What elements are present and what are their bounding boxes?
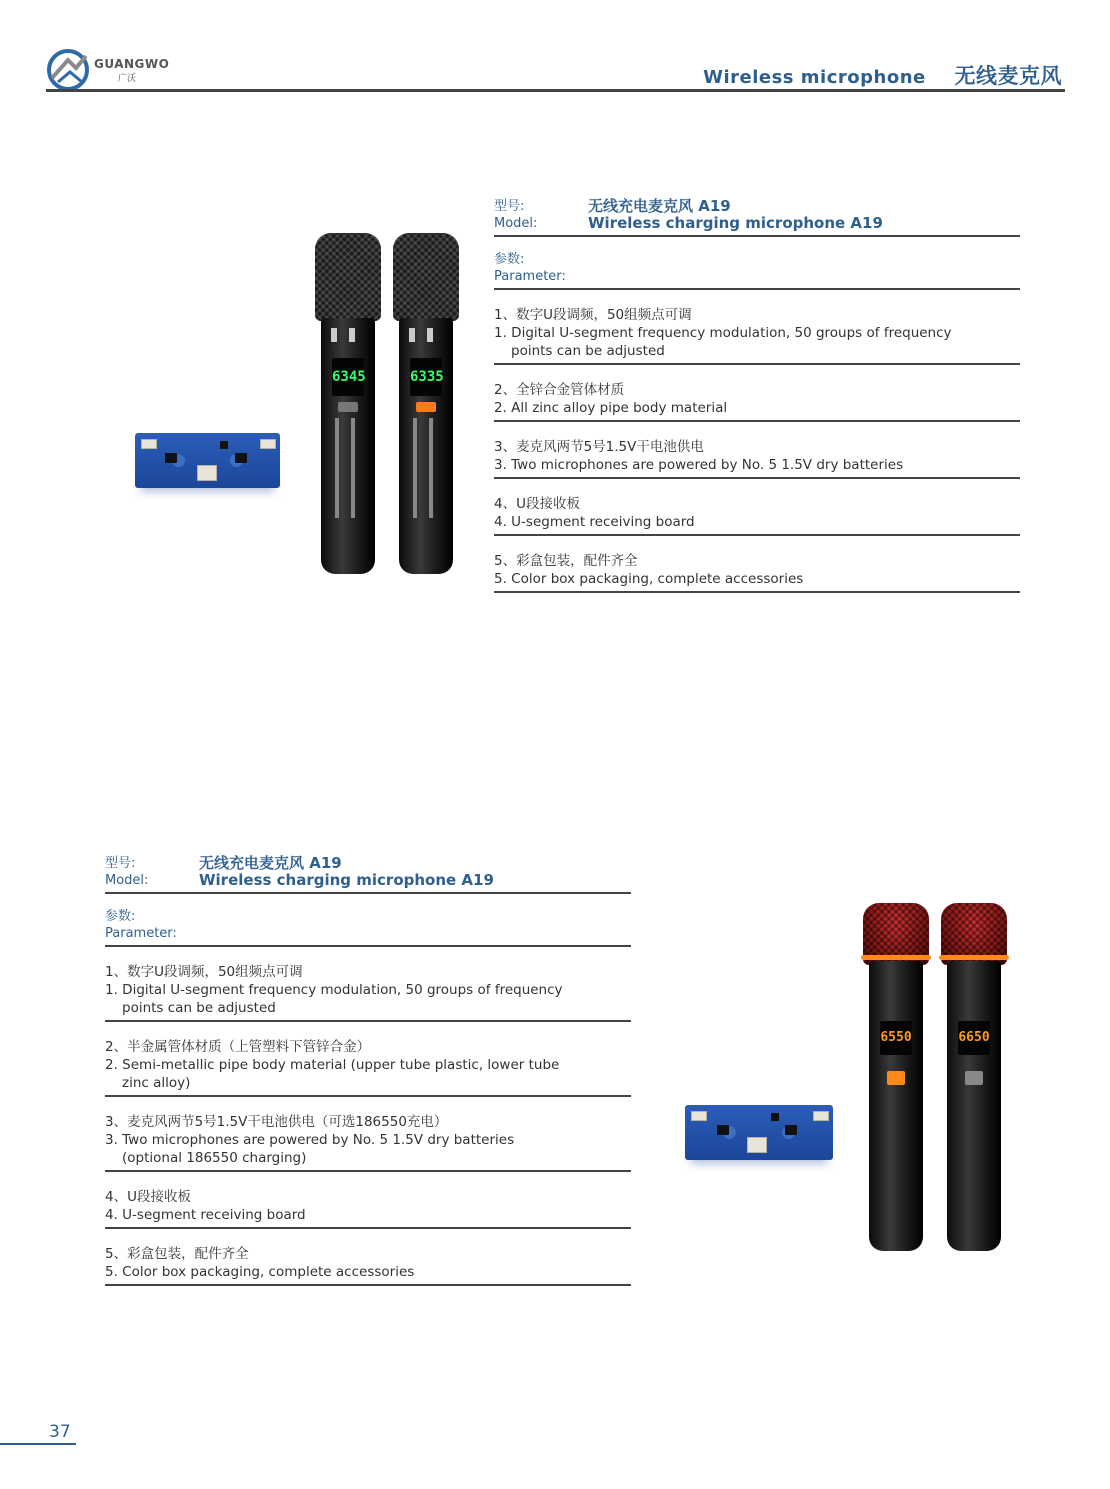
spec-item-cn: 2、半金属管体材质（上管塑料下管锌合金） (105, 1039, 371, 1055)
page-number-underline (0, 1443, 76, 1445)
accent-ring (861, 955, 931, 960)
spec-item-cn: 1、数字U段调频，50组频点可调 (494, 307, 692, 323)
model-name-cn: 无线充电麦克风 A19 (588, 197, 731, 215)
divider (494, 591, 1020, 593)
parameter-label-en: Parameter: (494, 269, 566, 284)
divider (105, 1284, 631, 1286)
model-label-en: Model: (105, 873, 149, 888)
spec-item-cn: 4、U段接收板 (494, 496, 580, 512)
product-spec-2 (105, 855, 631, 1286)
brand-logo (46, 48, 196, 92)
mic-display-4: 6650 (958, 1021, 990, 1055)
receiver-board (685, 1105, 833, 1160)
spec-item-cn: 5、彩盒包装，配件齐全 (494, 553, 638, 569)
spec-item-en: 4. U-segment receiving board (494, 514, 695, 530)
mic-body-4 (947, 961, 1001, 1251)
spec-item-3 (105, 1113, 631, 1167)
parameter-label (494, 251, 1020, 285)
product-image-2 (665, 893, 1010, 1298)
spec-item-en: 2. Semi-metallic pipe body material (upper tube plastic, lower tube (105, 1057, 560, 1073)
page-number: 37 (49, 1422, 71, 1442)
spec-item-en: 1. Digital U-segment frequency modulation, 50 groups of frequency (494, 325, 952, 341)
divider (105, 1020, 631, 1022)
divider (105, 1227, 631, 1229)
model-label-cn: 型号: (105, 856, 136, 871)
spec-item-en: 3. Two microphones are powered by No. 5 1.5V dry batteries (494, 457, 904, 473)
spec-item-en: 2. All zinc alloy pipe body material (494, 400, 728, 416)
parameter-label-en: Parameter: (105, 926, 177, 941)
accent-ring (939, 955, 1009, 960)
model-label-en: Model: (494, 216, 538, 231)
mic-body-2 (399, 318, 453, 574)
page-title-en: Wireless microphone (703, 67, 926, 88)
model-name-en: Wireless charging microphone A19 (588, 214, 883, 232)
divider (105, 1170, 631, 1172)
spec-item-5 (494, 552, 1020, 588)
page-title-cn: 无线麦克风 (954, 64, 1062, 88)
divider (494, 477, 1020, 479)
spec-item-en: 3. Two microphones are powered by No. 5 1.5V dry batteries (105, 1132, 515, 1148)
mic-body-3 (869, 961, 923, 1251)
mic-body-1 (321, 318, 375, 574)
spec-item-en: 1. Digital U-segment frequency modulation, 50 groups of frequency (105, 982, 563, 998)
brand-name-cn: 广沃 (118, 74, 137, 84)
spec-item-2 (494, 381, 1020, 417)
spec-item-4 (494, 495, 1020, 531)
spec-item-cn: 4、U段接收板 (105, 1189, 191, 1205)
spec-item-cn: 1、数字U段调频，50组频点可调 (105, 964, 303, 980)
product-image-1 (130, 228, 475, 623)
divider (105, 892, 631, 894)
model-name-cn: 无线充电麦克风 A19 (199, 854, 342, 872)
mic-grill-2 (393, 233, 459, 321)
spec-item-cn: 5、彩盒包装，配件齐全 (105, 1246, 249, 1262)
model-name-en: Wireless charging microphone A19 (199, 871, 494, 889)
spec-item-2 (105, 1038, 631, 1092)
spec-item-en-cont: (optional 186550 charging) (122, 1150, 307, 1166)
parameter-label-cn: 参数: (105, 909, 136, 924)
divider (494, 420, 1020, 422)
spec-item-en-cont: points can be adjusted (511, 343, 665, 359)
mic-display-3: 6550 (880, 1021, 912, 1055)
parameter-label (105, 908, 631, 942)
divider (105, 945, 631, 947)
divider (494, 534, 1020, 536)
parameter-label-cn: 参数: (494, 252, 525, 267)
divider (494, 235, 1020, 237)
guangwo-logo-icon (46, 48, 92, 92)
page-title (703, 60, 1062, 90)
spec-item-en: 5. Color box packaging, complete accessories (105, 1264, 415, 1280)
header-divider (46, 89, 1065, 92)
divider (494, 288, 1020, 290)
spec-item-en-cont: points can be adjusted (122, 1000, 276, 1016)
spec-item-en-cont: zinc alloy) (122, 1075, 191, 1091)
spec-item-3 (494, 438, 1020, 474)
divider (105, 1095, 631, 1097)
divider (494, 363, 1020, 365)
spec-item-cn: 3、麦克风两节5号1.5V干电池供电 (494, 439, 704, 455)
spec-item-1 (494, 306, 1020, 360)
mic-display-2: 6335 (410, 358, 442, 396)
spec-item-en: 5. Color box packaging, complete accessories (494, 571, 804, 587)
spec-item-en: 4. U-segment receiving board (105, 1207, 306, 1223)
spec-item-5 (105, 1245, 631, 1281)
receiver-board (135, 433, 280, 488)
product-spec-1 (494, 198, 1020, 593)
brand-name: GUANGWO (94, 57, 170, 71)
mic-display-1: 6345 (332, 358, 364, 396)
spec-item-cn: 2、全锌合金管体材质 (494, 382, 625, 398)
mic-grill-1 (315, 233, 381, 321)
spec-item-1 (105, 963, 631, 1017)
spec-item-cn: 3、麦克风两节5号1.5V干电池供电（可选186550充电） (105, 1114, 448, 1130)
model-label-cn: 型号: (494, 199, 525, 214)
spec-item-4 (105, 1188, 631, 1224)
